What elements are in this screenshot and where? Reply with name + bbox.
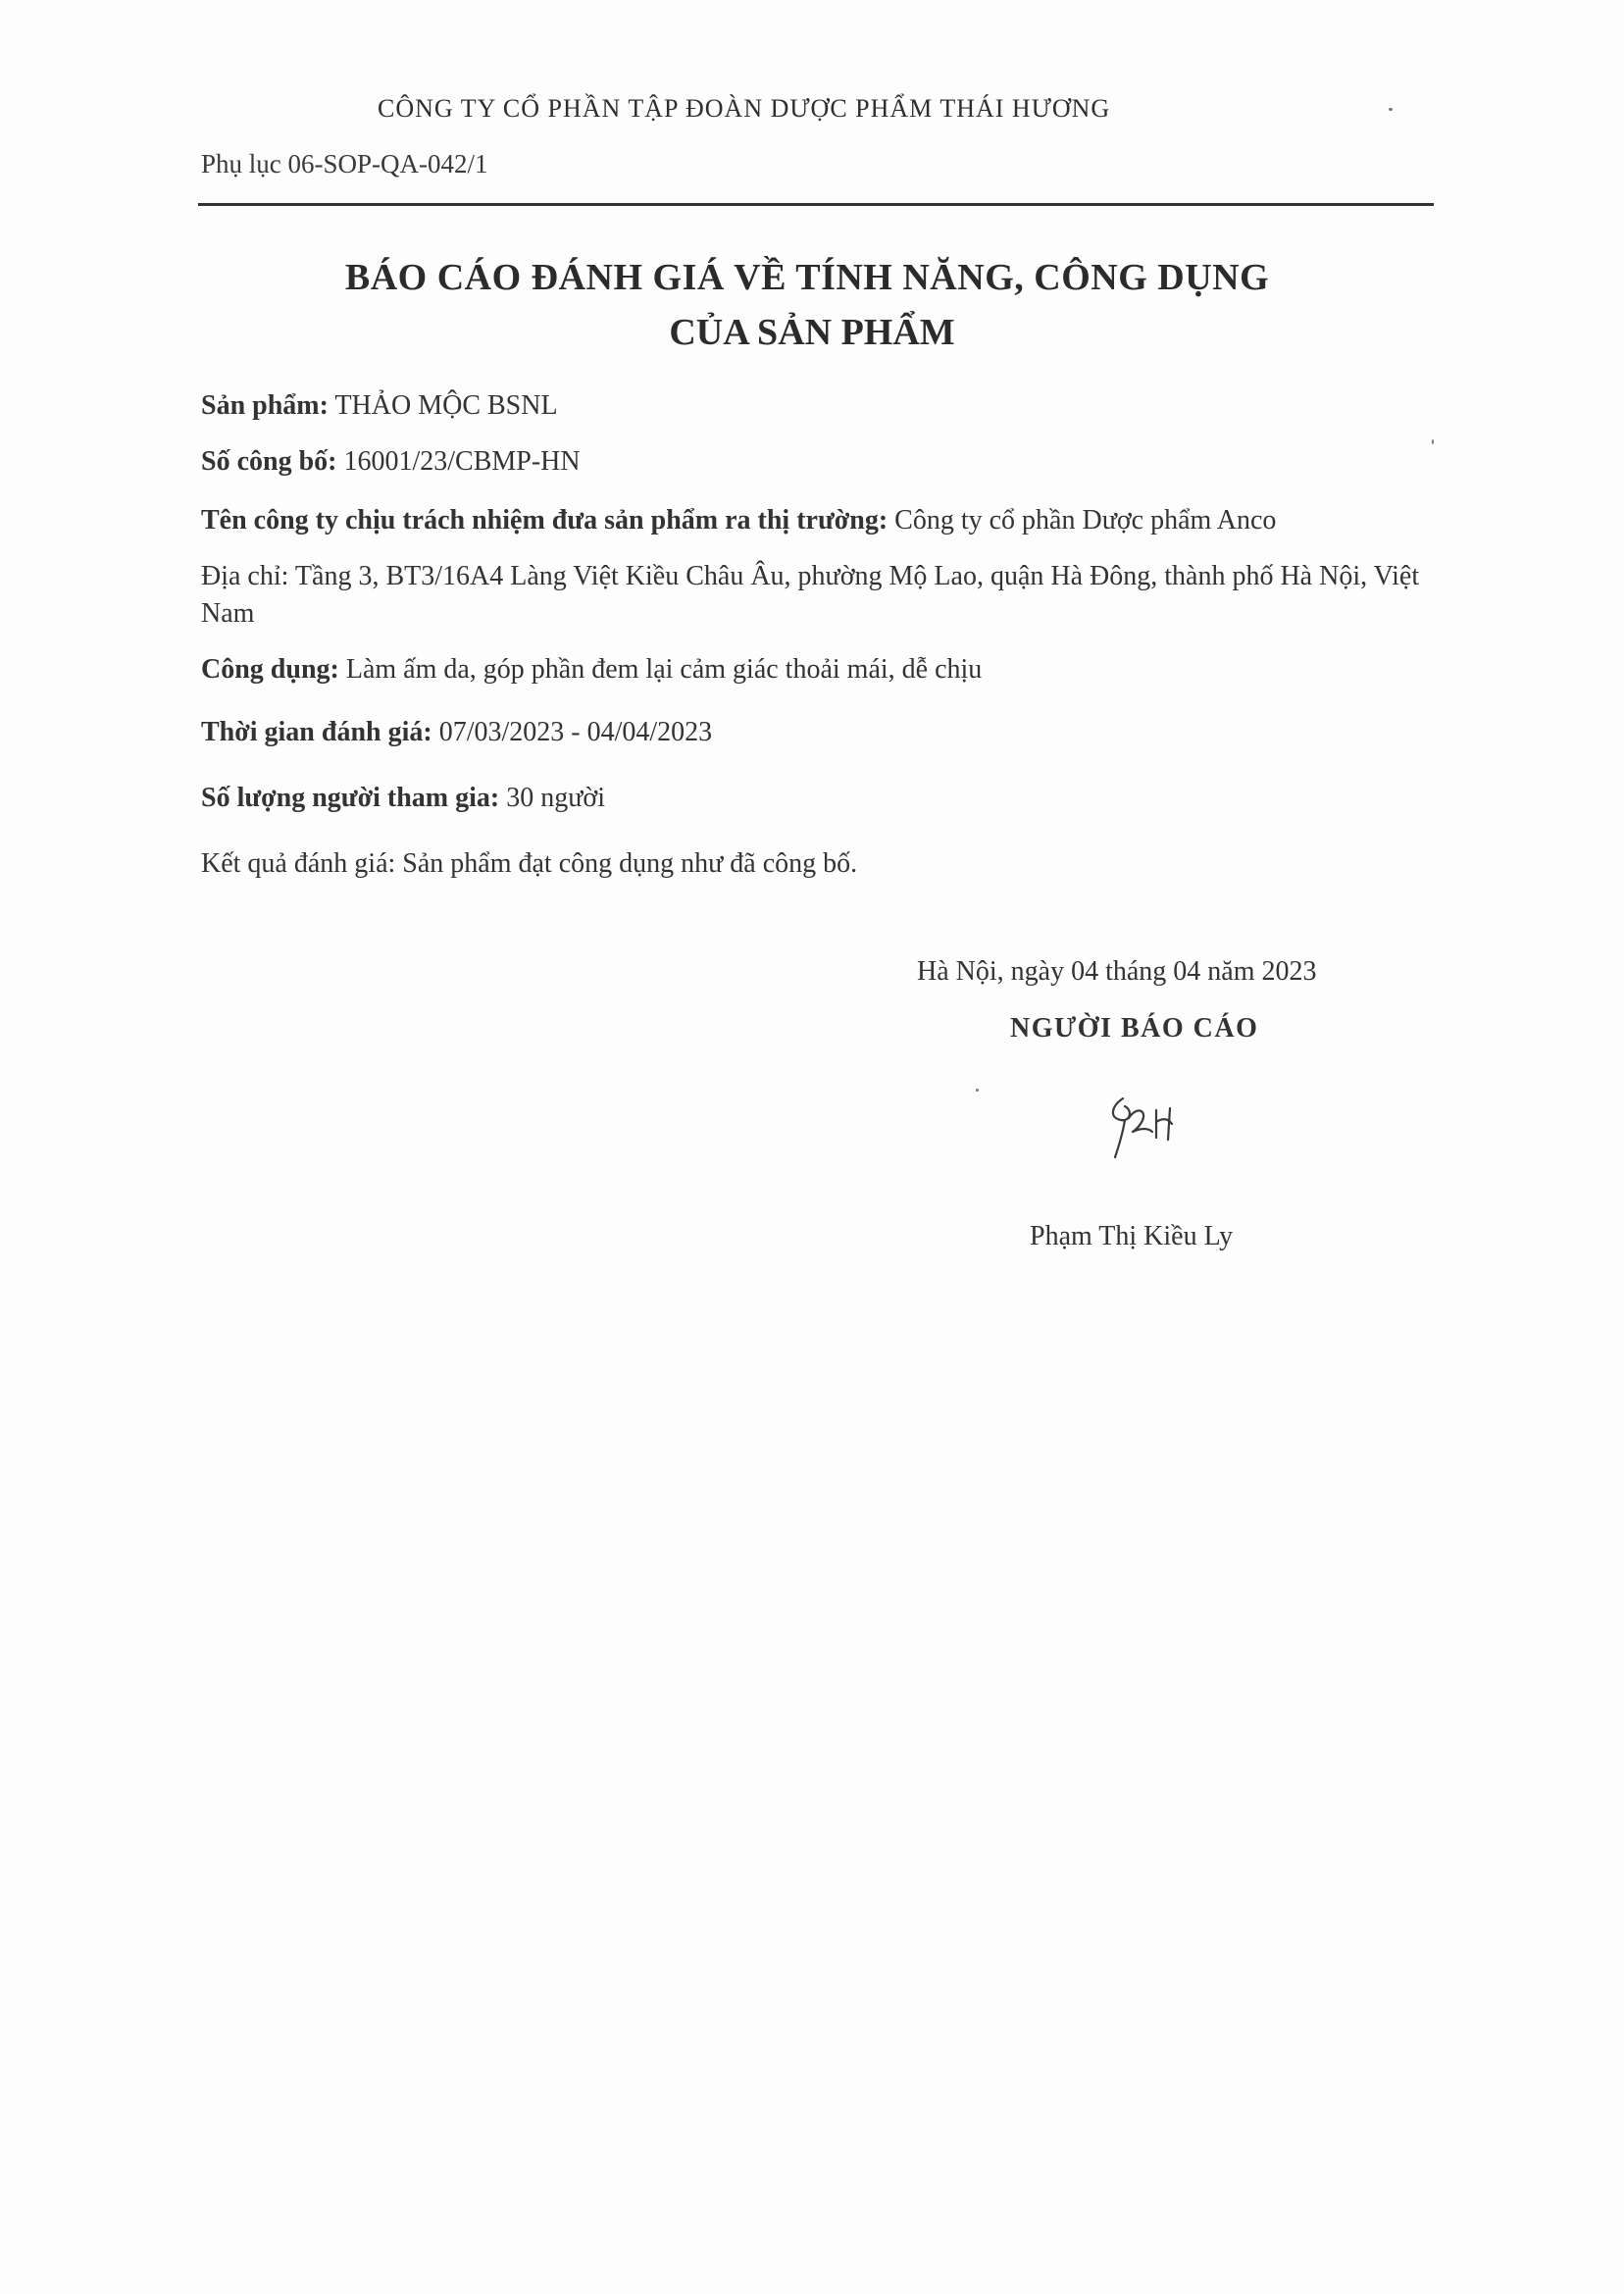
field-period-label: Thời gian đánh giá:	[201, 717, 432, 747]
field-product-value: THẢO MỘC BSNL	[334, 390, 558, 421]
title-line-1: BÁO CÁO ĐÁNH GIÁ VỀ TÍNH NĂNG, CÔNG DỤNG	[344, 257, 1270, 298]
field-address	[201, 558, 1437, 633]
field-result-label: Kết quả đánh giá:	[201, 848, 396, 879]
company-header: CÔNG TY CỔ PHẦN TẬP ĐOÀN DƯỢC PHẨM THÁI HƯƠNG	[378, 94, 1111, 123]
field-result	[201, 845, 857, 883]
title-line-2: CỦA SẢN PHẨM	[669, 312, 955, 353]
field-address-label: Địa chỉ:	[201, 561, 289, 591]
appendix-code: Phụ lục 06-SOP-QA-042/1	[201, 149, 488, 178]
field-declaration-value: 16001/23/CBMP-HN	[343, 446, 581, 477]
field-company-label: Tên công ty chịu trách nhiệm đưa sản phẩm ra thị trường:	[201, 505, 888, 535]
field-period	[201, 714, 712, 751]
signer-name: Phạm Thị Kiều Ly	[1030, 1221, 1234, 1251]
field-company-value: Công ty cổ phần Dược phẩm Anco	[894, 505, 1277, 535]
handwritten-signature	[1103, 1089, 1192, 1175]
field-result-value: Sản phẩm đạt công dụng như đã công bố.	[402, 848, 858, 879]
field-address-value: Tầng 3, BT3/16A4 Làng Việt Kiều Châu Âu, phường Mộ Lao, quận Hà Đông, thành phố Hà Nội, Việt Nam	[201, 561, 1420, 629]
field-participants-label: Số lượng người tham gia:	[201, 783, 500, 813]
field-usage	[201, 651, 982, 688]
field-product-label: Sản phẩm:	[201, 390, 329, 421]
document-title	[0, 250, 1624, 360]
signature-role: NGƯỜI BÁO CÁO	[1010, 1013, 1259, 1044]
field-declaration	[201, 443, 581, 481]
field-declaration-label: Số công bố:	[201, 446, 337, 477]
header-divider	[198, 203, 1434, 206]
field-usage-label: Công dụng:	[201, 654, 339, 685]
scan-speck	[1432, 439, 1434, 444]
field-participants-value: 30 người	[506, 783, 605, 813]
field-participants	[201, 780, 605, 817]
field-usage-value: Làm ấm da, góp phần đem lại cảm giác thoải mái, dễ chịu	[345, 654, 983, 685]
signature-date: Hà Nội, ngày 04 tháng 04 năm 2023	[917, 956, 1317, 987]
field-period-value: 07/03/2023 - 04/04/2023	[438, 717, 713, 747]
field-product	[201, 387, 558, 425]
field-company	[201, 502, 1276, 539]
scan-speck	[976, 1089, 979, 1092]
scan-speck	[1389, 108, 1393, 111]
